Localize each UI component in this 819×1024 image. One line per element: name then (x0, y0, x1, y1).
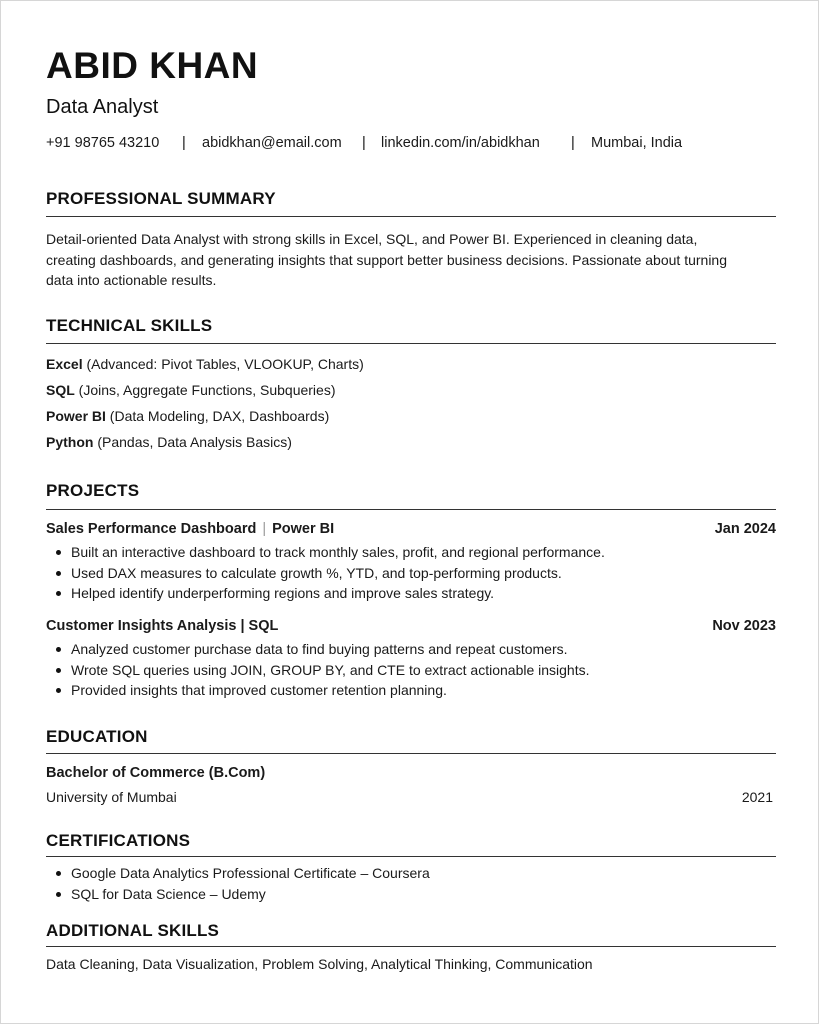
skill-name: SQL (46, 382, 75, 398)
contact-location: Mumbai, India (591, 135, 683, 151)
section-divider (46, 343, 776, 344)
project-date: Jan 2024 (714, 521, 776, 537)
section-divider (46, 753, 776, 754)
skill-name: Python (46, 434, 94, 450)
skill-name: Power BI (46, 408, 106, 424)
education-school: University of Mumbai (46, 789, 177, 805)
candidate-name: ABID KHAN (46, 45, 259, 86)
list-item: Built an interactive dashboard to track monthly sales, profit, and regional performance. (46, 542, 605, 563)
list-item: Google Data Analytics Professional Certificate – Coursera (46, 863, 430, 884)
candidate-role: Data Analyst (46, 96, 159, 118)
section-divider (46, 856, 776, 857)
section-title-education: EDUCATION (46, 727, 148, 746)
skill-detail: (Pandas, Data Analysis Basics) (93, 434, 292, 450)
contact-separator: | (182, 135, 186, 151)
skill-item-python (46, 433, 292, 451)
contact-separator: | (362, 135, 366, 151)
section-title-certifications: CERTIFICATIONS (46, 831, 191, 850)
list-item: Wrote SQL queries using JOIN, GROUP BY, and CTE to extract actionable insights. (46, 660, 590, 681)
skill-item-power-bi (46, 407, 329, 425)
section-divider (46, 946, 776, 947)
contact-separator: | (571, 135, 575, 151)
education-year: 2021 (741, 789, 773, 805)
education-degree: Bachelor of Commerce (B.Com) (46, 765, 266, 781)
skill-detail: (Data Modeling, DAX, Dashboards) (105, 408, 330, 424)
project-bullets (46, 639, 590, 701)
skill-item-excel (46, 355, 364, 373)
section-divider (46, 216, 776, 217)
list-item: Provided insights that improved customer retention planning. (46, 680, 590, 701)
contact-email: abidkhan@email.com (202, 135, 342, 151)
section-divider (46, 509, 776, 510)
project-separator: | (262, 521, 267, 537)
list-item: Helped identify underperforming regions and improve sales strategy. (46, 583, 605, 604)
additional-skills-text: Data Cleaning, Data Visualization, Problem Solving, Analytical Thinking, Communication (46, 956, 593, 972)
contact-phone: +91 98765 43210 (46, 135, 160, 151)
section-title-technical-skills: TECHNICAL SKILLS (46, 316, 213, 335)
project-name: Sales Performance Dashboard (46, 521, 257, 537)
skill-detail: (Advanced: Pivot Tables, VLOOKUP, Charts) (82, 356, 364, 372)
section-title-projects: PROJECTS (46, 481, 140, 500)
project-title-sales-dashboard (46, 520, 334, 538)
project-date: Nov 2023 (712, 618, 776, 634)
section-title-additional-skills: ADDITIONAL SKILLS (46, 921, 220, 940)
list-item: Analyzed customer purchase data to find buying patterns and repeat customers. (46, 639, 590, 660)
project-bullets (46, 542, 605, 604)
project-title-customer-insights: Customer Insights Analysis | SQL (46, 618, 279, 634)
skill-name: Excel (46, 356, 83, 372)
list-item: Used DAX measures to calculate growth %, YTD, and top-performing products. (46, 563, 605, 584)
contact-linkedin: linkedin.com/in/abidkhan (381, 135, 540, 151)
skill-item-sql (46, 381, 335, 399)
certification-list (46, 863, 430, 904)
skill-detail: (Joins, Aggregate Functions, Subqueries) (74, 382, 336, 398)
list-item: SQL for Data Science – Udemy (46, 884, 430, 905)
project-tool: Power BI (272, 521, 335, 537)
section-title-summary: PROFESSIONAL SUMMARY (46, 189, 276, 208)
summary-text: Detail-oriented Data Analyst with strong skills in Excel, SQL, and Power BI. Experienced in cleaning data, creating dashboards, and generating insights that support better business decisions. Passionate about turning data into actionable results. (46, 231, 727, 288)
